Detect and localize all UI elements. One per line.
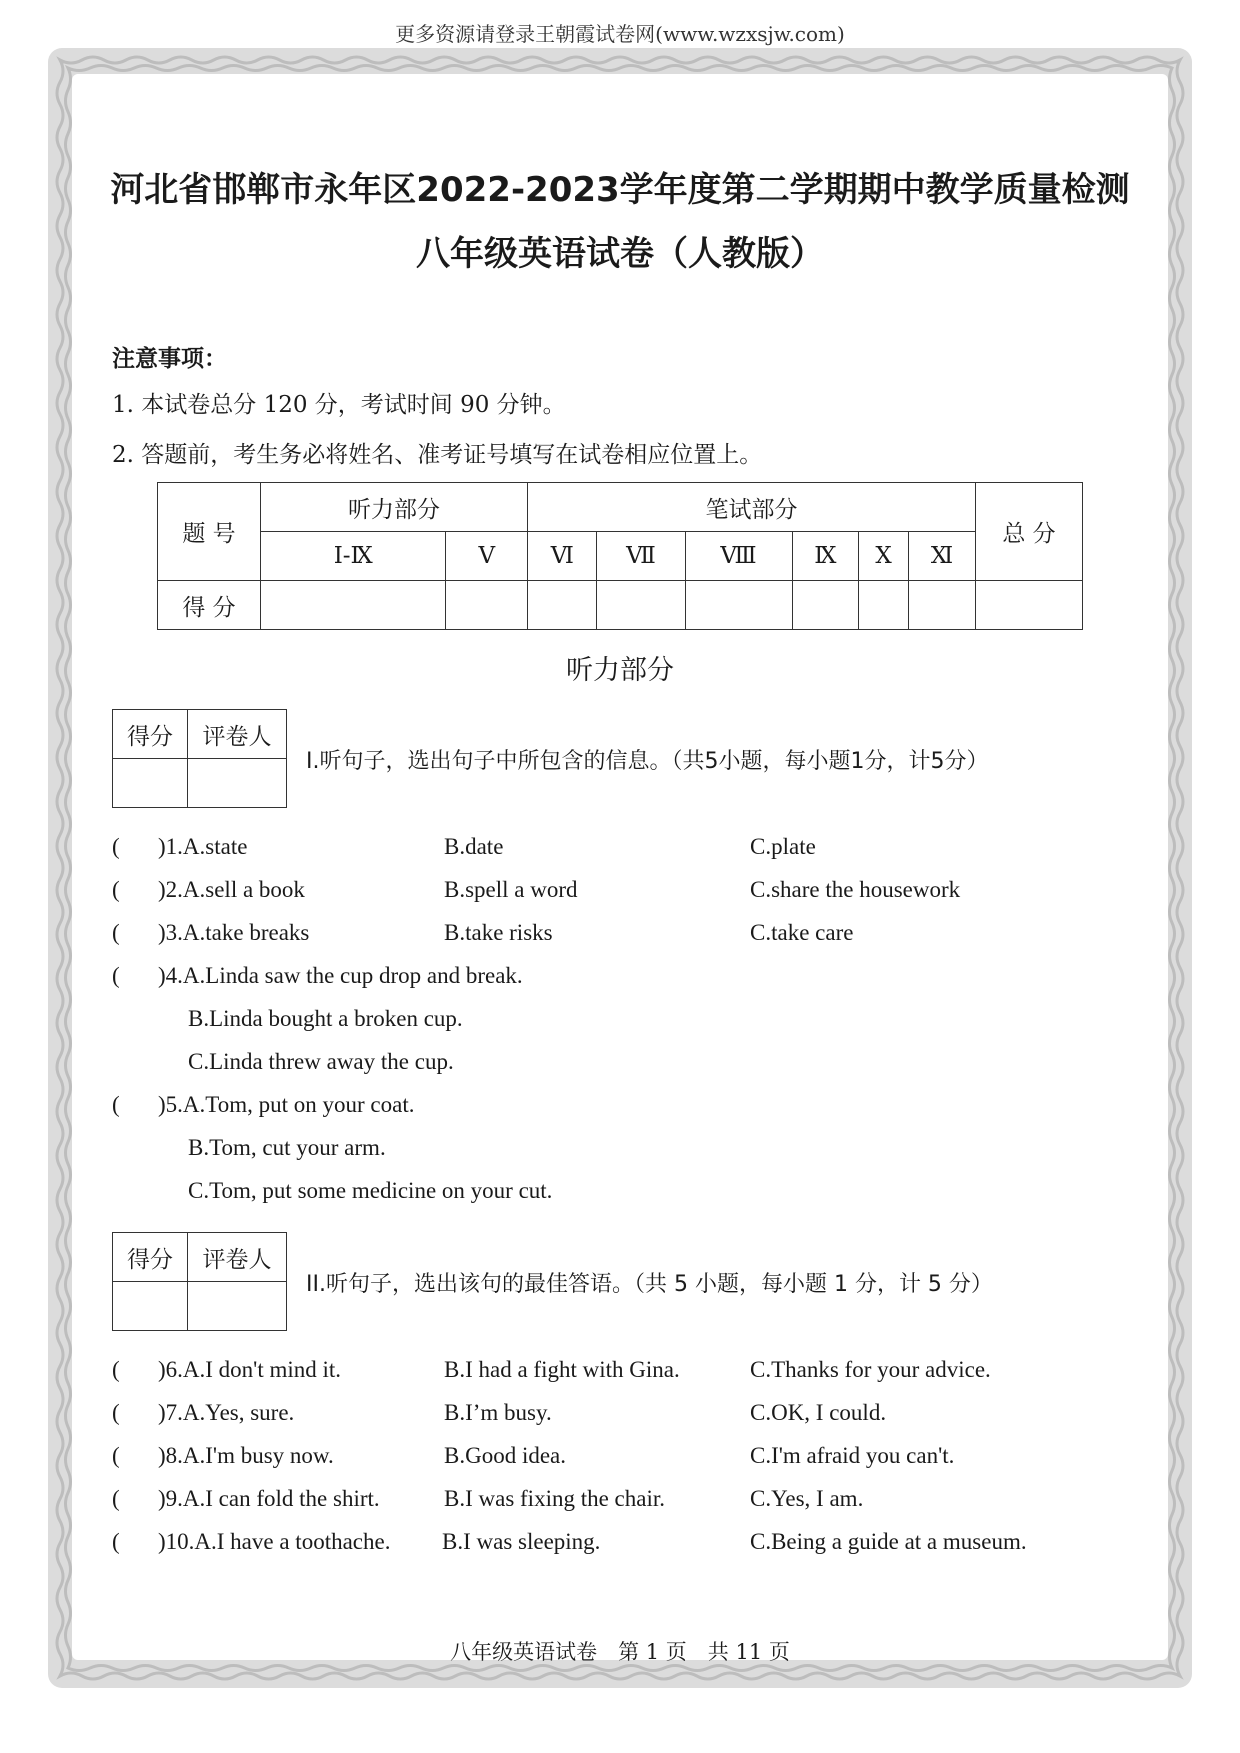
question-subrow xyxy=(112,1049,1112,1089)
option-c: C.share the housework xyxy=(750,877,961,902)
exam-title: 河北省邯郸市永年区2022-2023学年度第二学期期中教学质量检测 xyxy=(110,170,1130,210)
question-row xyxy=(112,834,1112,874)
option-b: B.I had a fight with Gina. xyxy=(444,1357,680,1382)
score-cell[interactable] xyxy=(909,581,976,630)
option-c: C.I'm afraid you can't. xyxy=(750,1443,955,1468)
option-b: B.I was fixing the chair. xyxy=(444,1486,666,1511)
column-header: Ⅹ xyxy=(859,532,909,581)
answer-paren[interactable]: ( xyxy=(112,877,120,902)
column-header: Ⅸ xyxy=(792,532,859,581)
page-footer: 八年级英语试卷 第 1 页 共 11 页 xyxy=(450,1640,790,1664)
option-a: )5.A.Tom, put on your coat. xyxy=(158,1092,415,1117)
score-cell[interactable] xyxy=(528,581,597,630)
option-b: B.Good idea. xyxy=(444,1443,567,1468)
question-row xyxy=(112,877,1112,917)
option-a: )3.A.take breaks xyxy=(158,920,310,945)
option-c: C.Linda threw away the cup. xyxy=(188,1049,454,1074)
answer-paren[interactable]: ( xyxy=(112,834,120,859)
note-item: 1. 本试卷总分 120 分，考试时间 90 分钟。 xyxy=(112,392,566,418)
option-b: B.date xyxy=(444,834,504,859)
question-row xyxy=(112,1443,1112,1483)
option-b: B.take risks xyxy=(444,920,553,945)
option-c: C.take care xyxy=(750,920,854,945)
question-subrow xyxy=(112,1006,1112,1046)
score-table xyxy=(157,482,1083,630)
score-cell[interactable] xyxy=(792,581,859,630)
option-b: B.Tom, cut your arm. xyxy=(188,1135,386,1160)
column-header: Ⅴ xyxy=(446,532,528,581)
answer-paren[interactable]: ( xyxy=(112,1443,120,1468)
score-cell[interactable] xyxy=(859,581,909,630)
answer-paren[interactable]: ( xyxy=(112,1400,120,1425)
option-b: B.I’m busy. xyxy=(444,1400,552,1425)
option-b: B.Linda bought a broken cup. xyxy=(188,1006,463,1031)
answer-paren[interactable]: ( xyxy=(112,1529,120,1554)
score-row-label: 得 分 xyxy=(158,581,261,630)
option-a: )6.A.I don't mind it. xyxy=(158,1357,342,1382)
total-cell[interactable] xyxy=(976,581,1083,630)
grader-score-cell[interactable] xyxy=(113,759,188,808)
option-c: C.Being a guide at a museum. xyxy=(750,1529,1027,1554)
question-subrow xyxy=(112,1178,1112,1218)
row-label: 题 号 xyxy=(158,483,261,581)
column-header: Ⅵ xyxy=(528,532,597,581)
option-a: )10.A.I have a toothache. xyxy=(158,1529,391,1554)
column-header: Ⅰ-Ⅸ xyxy=(261,532,446,581)
option-b: B.I was sleeping. xyxy=(442,1529,601,1554)
question-row xyxy=(112,1529,1112,1569)
option-a: )8.A.I'm busy now. xyxy=(158,1443,334,1468)
section-title: 听力部分 xyxy=(566,655,674,686)
column-header: Ⅺ xyxy=(909,532,976,581)
part1-instruction: I.听句子，选出句子中所包含的信息。（共5小题，每小题1分，计5分） xyxy=(306,749,989,774)
grader-box xyxy=(112,1232,287,1331)
grader-name-cell[interactable] xyxy=(188,1282,287,1331)
notes-heading: 注意事项： xyxy=(112,346,227,372)
question-row xyxy=(112,920,1112,960)
question-row xyxy=(112,1092,1112,1132)
option-a: )9.A.I can fold the shirt. xyxy=(158,1486,380,1511)
score-cell[interactable] xyxy=(597,581,685,630)
part2-instruction: II.听句子，选出该句的最佳答语。（共 5 小题，每小题 1 分，计 5 分） xyxy=(306,1272,993,1297)
written-header: 笔试部分 xyxy=(528,483,976,532)
option-c: C.OK, I could. xyxy=(750,1400,887,1425)
column-header: Ⅶ xyxy=(597,532,685,581)
total-header: 总 分 xyxy=(976,483,1083,581)
grader-name-cell[interactable] xyxy=(188,759,287,808)
option-c: C.Tom, put some medicine on your cut. xyxy=(188,1178,553,1203)
question-row xyxy=(112,1400,1112,1440)
grader-score-label: 得分 xyxy=(113,1233,188,1282)
listening-header: 听力部分 xyxy=(261,483,528,532)
option-c: C.Yes, I am. xyxy=(750,1486,864,1511)
option-b: B.spell a word xyxy=(444,877,578,902)
score-cell[interactable] xyxy=(261,581,446,630)
grader-score-label: 得分 xyxy=(113,710,188,759)
option-a: )1.A.state xyxy=(158,834,248,859)
grader-box xyxy=(112,709,287,808)
question-row xyxy=(112,1357,1112,1397)
site-header: 更多资源请登录王朝霞试卷网(www.wzxsjw.com) xyxy=(395,22,845,46)
option-a: )4.A.Linda saw the cup drop and break. xyxy=(158,963,523,988)
answer-paren[interactable]: ( xyxy=(112,1486,120,1511)
option-a: )7.A.Yes, sure. xyxy=(158,1400,295,1425)
score-cell[interactable] xyxy=(685,581,792,630)
answer-paren[interactable]: ( xyxy=(112,963,120,988)
option-c: C.plate xyxy=(750,834,816,859)
answer-paren[interactable]: ( xyxy=(112,1357,120,1382)
note-item: 2. 答题前，考生务必将姓名、准考证号填写在试卷相应位置上。 xyxy=(112,442,763,468)
question-row xyxy=(112,1486,1112,1526)
column-header: Ⅷ xyxy=(685,532,792,581)
grader-score-cell[interactable] xyxy=(113,1282,188,1331)
answer-paren[interactable]: ( xyxy=(112,1092,120,1117)
grader-name-label: 评卷人 xyxy=(188,1233,287,1282)
answer-paren[interactable]: ( xyxy=(112,920,120,945)
exam-subtitle: 八年级英语试卷（人教版） xyxy=(416,234,824,274)
option-c: C.Thanks for your advice. xyxy=(750,1357,991,1382)
score-cell[interactable] xyxy=(446,581,528,630)
question-row xyxy=(112,963,1112,1003)
question-subrow xyxy=(112,1135,1112,1175)
option-a: )2.A.sell a book xyxy=(158,877,305,902)
grader-name-label: 评卷人 xyxy=(188,710,287,759)
